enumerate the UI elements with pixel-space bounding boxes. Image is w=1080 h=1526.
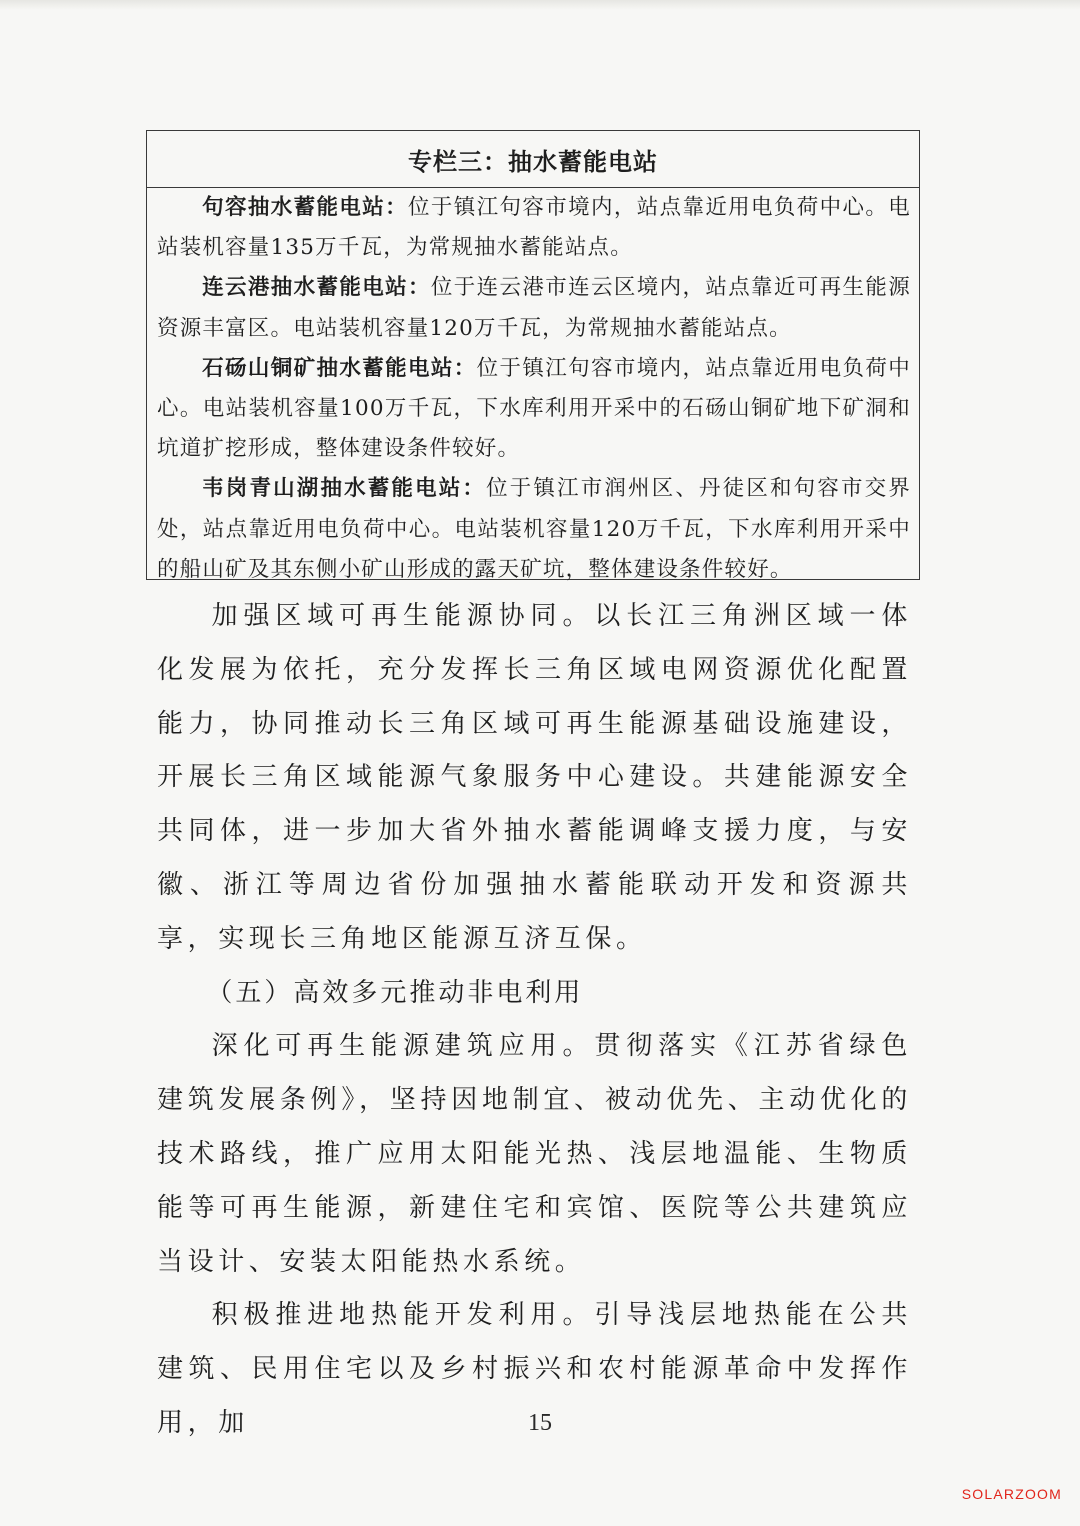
page-number: 15 [528,1410,552,1436]
watermark-logo: SOLARZOOM [961,1486,1062,1502]
column-entry-name: 韦岗青山湖抽水蓄能电站： [202,476,487,502]
column-entry-text: 位于镇江市润州区、丹徒区和句容市交界处，站点靠近用电负荷中心。电站装机容量120万千瓦，下水库利用开采中的船山矿及其东侧小矿山形成的露天矿坑，整体建设条件较好。 [157,476,912,582]
body-paragraph: 积极推进地热能开发利用。引导浅层地热能在公共建筑、民用住宅以及乡村振兴和农村能源革命中发挥作用，加 [157,1300,912,1438]
column-entry [157,349,911,470]
column-entry-text: 位于连云港市连云区境内，站点靠近可再生能源资源丰富区。电站装机容量120万千瓦，为常规抽水蓄能站点。 [157,275,911,341]
main-body [157,590,912,1451]
column-box [146,130,920,580]
column-entry-text: 位于镇江句容市境内，站点靠近用电负荷中心。电站装机容量100万千瓦，下水库利用开采中的石砀山铜矿地下矿洞和坑道扩挖形成，整体建设条件较好。 [157,355,911,462]
scan-top-edge [0,0,1080,10]
column-entry [157,469,911,590]
column-entry [157,188,911,268]
column-entry-name: 连云港抽水蓄能电站： [202,275,431,301]
column-entry-name: 句容抽水蓄能电站： [202,195,408,220]
column-entry-text: 位于镇江句容市境内，站点靠近用电负荷中心。电站装机容量135万千瓦，为常规抽水蓄能站点。 [157,195,911,261]
body-paragraph: 深化可再生能源建筑应用。贯彻落实《江苏省绿色建筑发展条例》，坚持因地制宜、被动优先、主动优化的技术路线，推广应用太阳能光热、浅层地温能、生物质能等可再生能源，新建住宅和宾馆、医院等公共建筑应当设计、安装太阳能热水系统。 [157,1031,912,1277]
column-entry-name: 石砀山铜矿抽水蓄能电站： [202,355,477,381]
column-entry [157,268,911,348]
column-body [147,188,919,590]
column-title: 专栏三：抽水蓄能电站 [147,131,919,188]
body-paragraph: 加强区域可再生能源协同。以长江三角洲区域一体化发展为依托，充分发挥长三角区域电网资源优化配置能力，协同推动长三角区域可再生能源基础设施建设，开展长三角区域能源气象服务中心建设。共建能源安全共同体，进一步加大省外抽水蓄能调峰支援力度，与安徽、浙江等周边省份加强抽水蓄能联动开发和资源共享，实现长三角地区能源互济互保。 [157,601,912,954]
section-heading: （五）高效多元推动非电利用 [206,977,584,1008]
